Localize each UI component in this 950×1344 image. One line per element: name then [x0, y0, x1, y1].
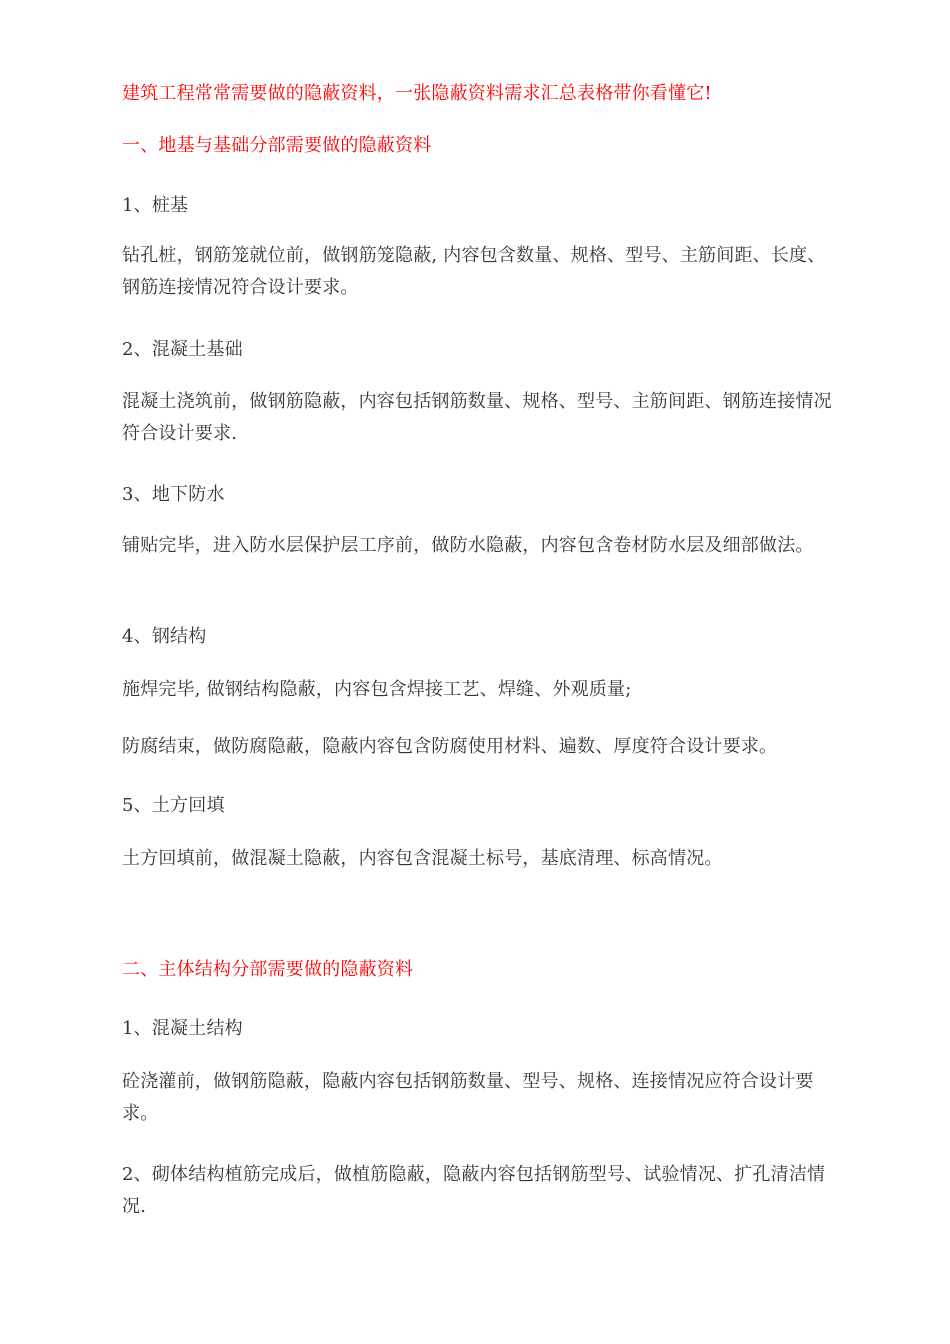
item-title-earth-backfill: 5、土方回填 [122, 795, 225, 816]
item-paragraph-earth-backfill: 土方回填前，做混凝土隐蔽，内容包含混凝土标号，基底清理、标高情况。 [122, 848, 723, 869]
item-paragraph-concrete-foundation: 混凝土浇筑前，做钢筋隐蔽，内容包括钢筋数量、规格、型号、主筋间距、钢筋连接情况符合设计要求. [122, 391, 832, 444]
item-paragraph-steel-anticorrosion: 防腐结束，做防腐隐蔽，隐蔽内容包含防腐使用材料、遍数、厚度符合设计要求。 [122, 736, 778, 757]
item-paragraph-masonry-rebar: 2、砌体结构植筋完成后，做植筋隐蔽，隐蔽内容包括钢筋型号、试验情况、扩孔清洁情况. [122, 1164, 826, 1217]
item-paragraph-steel-welding: 施焊完毕, 做钢结构隐蔽，内容包含焊接工艺、焊缝、外观质量; [122, 679, 632, 700]
item-paragraph-pile-foundation: 钻孔桩，钢筋笼就位前，做钢筋笼隐蔽, 内容包含数量、规格、型号、主筋间距、长度、钢筋连接情况符合设计要求。 [122, 245, 826, 298]
item-title-steel-structure: 4、钢结构 [122, 626, 207, 647]
section-heading-main-structure: 二、主体结构分部需要做的隐蔽资料 [122, 959, 414, 980]
item-title-pile-foundation: 1、桩基 [122, 195, 189, 216]
section-heading-foundation: 一、地基与基础分部需要做的隐蔽资料 [122, 135, 432, 156]
item-title-underground-waterproofing: 3、地下防水 [122, 484, 225, 505]
item-paragraph-underground-waterproofing: 铺贴完毕，进入防水层保护层工序前，做防水隐蔽，内容包含卷材防水层及细部做法。 [122, 535, 814, 556]
item-paragraph-concrete-structure: 砼浇灌前，做钢筋隐蔽，隐蔽内容包括钢筋数量、型号、规格、连接情况应符合设计要求。 [122, 1071, 814, 1124]
item-title-concrete-structure: 1、混凝土结构 [122, 1018, 243, 1039]
document-title: 建筑工程常常需要做的隐蔽资料，一张隐蔽资料需求汇总表格带你看懂它! [122, 83, 712, 104]
item-title-concrete-foundation: 2、混凝土基础 [122, 339, 243, 360]
